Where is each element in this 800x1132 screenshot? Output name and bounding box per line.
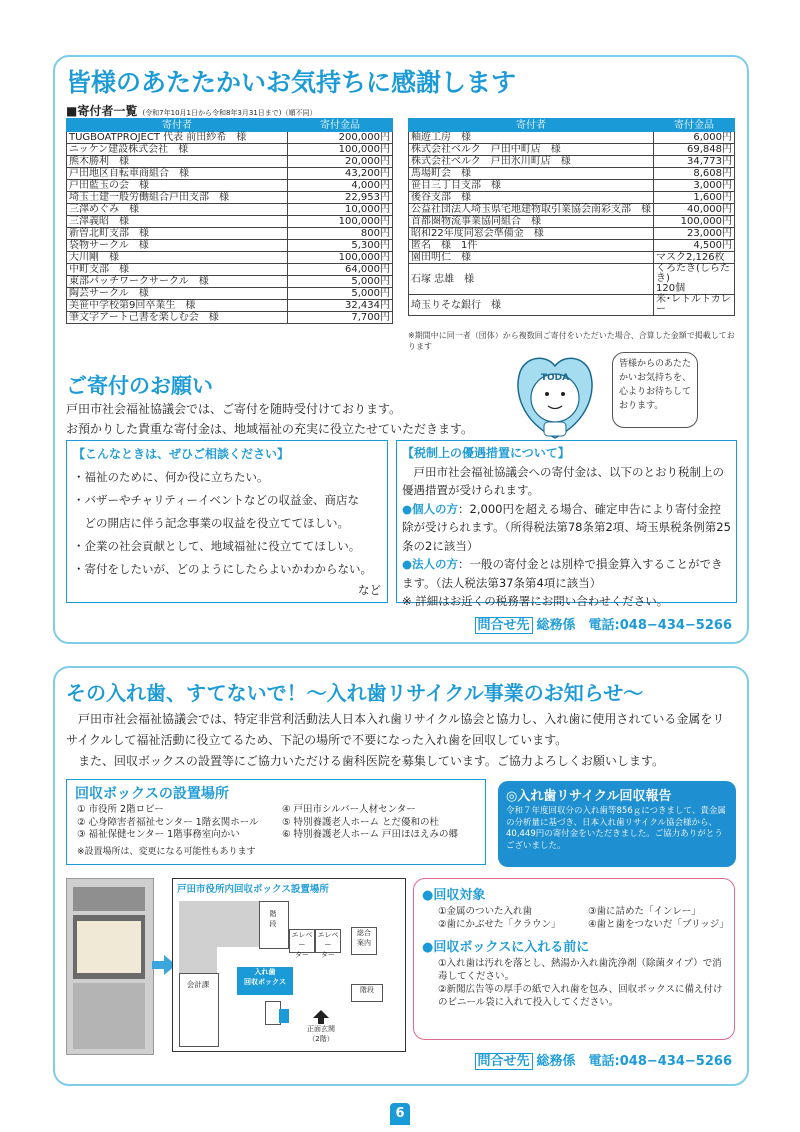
consult-box (66, 440, 388, 603)
donor-amount: 5,000円 (288, 288, 393, 300)
report-title: ◎入れ歯リサイクル回収報告 (506, 789, 672, 804)
location-title: 回収ボックスの設置場所 (75, 786, 229, 802)
location-item: ② 心身障害者福祉センター 1階玄関ホール (77, 816, 259, 828)
mascot-label: TODA (540, 373, 570, 383)
recycle-para1: 戸田市社会福祉協議会では、特定非営利活動法人日本入れ歯リサイクル協会と協力し、入れ歯に使用されている金属をリサイクルして福祉活動に役立てるため、下記の場所で不要になった入れ歯を回収しています。 (66, 712, 725, 747)
table-row (67, 252, 393, 264)
consult-title: 【こんなときは、ぜひご相談ください】 (73, 447, 290, 461)
location-item: ⑥ 特別養護老人ホーム 戸田ほほえみの郷 (282, 829, 459, 840)
tax-intro: 戸田市社会福祉協議会への寄付金は、以下のとおり税制上の優遇措置が受けられます。 (402, 464, 724, 497)
col-amount: 寄付金品 (288, 119, 393, 132)
donor-amount: 23,000円 (654, 228, 735, 240)
report-text: 令和７年度回収分の入れ歯等856ｇにつきまして、貴金属の分析量に基づき、日本入れ歯リサイクル協会様から、40,449円の寄付金をいただきました。ご協力ありがとうございました。 (506, 806, 726, 851)
donor-amount: 22,953円 (288, 192, 393, 204)
donor-name: 匿名 様 1件 (409, 240, 654, 252)
list-item: ・福祉のために、何か役に立ちたい。 (73, 470, 269, 484)
donor-amount: 43,200円 (288, 168, 393, 180)
table-row (409, 192, 735, 204)
target-item: ③歯に詰めた「インレー」 (588, 906, 701, 917)
contact-text: 総務係 電話:048−434−5266 (536, 618, 732, 633)
donor-name: TUGBOATPROJECT 代表 前田紗希 様 (67, 132, 288, 144)
location-box (66, 779, 486, 865)
donor-name: 埼玉土建一般労働組合戸田支部 様 (67, 192, 288, 204)
table-row (67, 216, 393, 228)
donor-amount: 米･レトルトカレー (654, 295, 735, 316)
contact-tag: 問合せ先 (475, 1053, 533, 1070)
table-row (409, 216, 735, 228)
tax-note: ※ 詳細はお近くの税務署にお問い合わせください。 (402, 594, 669, 608)
donor-name: 熊木勝利 様 (67, 156, 288, 168)
donor-amount: 5,300円 (288, 240, 393, 252)
col-amount: 寄付金品 (654, 119, 735, 132)
table-row (409, 132, 735, 144)
tax-corp-text: ：一般の寄付金とは別枠で損金算入することができます。（法人税法第37条第4項に該当） (402, 557, 723, 590)
donor-name: 後谷支部 様 (409, 192, 654, 204)
target-list (438, 905, 734, 931)
table-row (409, 264, 735, 295)
donor-amount: 7,700円 (288, 312, 393, 324)
map-title: 戸田市役所内回収ボックス設置場所 (177, 884, 329, 895)
donor-amount: 40,000円 (654, 204, 735, 216)
donor-name: 株式会社ベルク 戸田氷川町店 様 (409, 156, 654, 168)
speech-text: 皆様からのあたたかいお気持ちを、心よりお待ちしております。 (619, 359, 692, 411)
donor-name: 美笹中学校第9回卒業生 様 (67, 300, 288, 312)
tax-corp (402, 555, 731, 592)
table-row (67, 276, 393, 288)
donor-name: 園田明仁 様 (409, 252, 654, 264)
list-item: ・企業の社会貢献として、地域福祉に役立ててほしい。 (73, 539, 361, 553)
table-row (67, 180, 393, 192)
target-box (413, 878, 735, 1040)
locations-left (77, 804, 259, 842)
donor-amount: 5,000円 (288, 276, 393, 288)
recycle-title: その入れ歯、すてないで！～入れ歯リサイクル事業のお知らせ～ (66, 681, 644, 705)
donor-name: 東部パッチワークサークル 様 (67, 276, 288, 288)
table-row (409, 168, 735, 180)
target-item: ②歯にかぶせた「クラウン」 (438, 919, 561, 930)
donor-name: 三澤義昭 様 (67, 216, 288, 228)
donor-name: 新曽北町支部 様 (67, 228, 288, 240)
table-row (409, 295, 735, 316)
donor-name: 株式会社ベルク 戸田中町店 様 (409, 144, 654, 156)
table-row (67, 312, 393, 324)
list-item: どの開店に伴う記念事業の収益を役立ててほしい。 (73, 516, 349, 530)
map-stairs-2: 階段 (351, 984, 383, 1002)
request-line2: お預かりした貴重な寄付金は、地域福祉の充実に役立たせていただきます。 (66, 422, 474, 436)
donor-amount: 1,600円 (654, 192, 735, 204)
tax-individual (402, 500, 731, 556)
map-box-label: 入れ歯 回収ボックス (237, 967, 293, 995)
table-row (67, 156, 393, 168)
donor-list-period: (令和7年10月1日から令和8年3月31日まで)（順不同） (142, 109, 317, 117)
floor-map (172, 878, 406, 1052)
donor-list-label: ■寄付者一覧 (66, 104, 138, 118)
table-row (67, 228, 393, 240)
donor-amount: 69,848円 (654, 144, 735, 156)
donor-amount: 100,000円 (288, 216, 393, 228)
map-elevator-2: エレベー ター (315, 929, 341, 953)
donor-amount: 34,773円 (654, 156, 735, 168)
donor-amount: 100,000円 (654, 216, 735, 228)
before-title: ●回収ボックスに入れる前に (422, 940, 590, 955)
consult-etc: など (358, 583, 381, 597)
table-row (67, 300, 393, 312)
col-donor: 寄付者 (67, 119, 288, 132)
toda-mascot (510, 350, 600, 442)
contact-text: 総務係 電話:048−434−5266 (536, 1054, 732, 1069)
map-accounting: 会計課 (186, 980, 210, 989)
tax-individual-text: ：2,000円を超える場合、確定申告により寄付金控除が受けられます。（所得税法第78条第2項、埼玉県税条例第25条の2に該当） (402, 501, 731, 553)
table-row (67, 168, 393, 180)
table-row (409, 240, 735, 252)
tax-title: 【税制上の優遇措置について】 (402, 446, 570, 460)
target-title: ●回収対象 (422, 888, 486, 903)
donor-amount: 10,000円 (288, 204, 393, 216)
donor-amount: 200,000円 (288, 132, 393, 144)
location-note: ※設置場所は、変更になる可能性もあります (77, 847, 256, 857)
donor-name: 大川剛 様 (67, 252, 288, 264)
request-title: ご寄付のお願い (66, 374, 213, 398)
donor-list-heading (66, 100, 317, 119)
donor-amount: 100,000円 (288, 144, 393, 156)
table-row (67, 132, 393, 144)
recycle-contact (475, 1050, 732, 1069)
donor-name: 釉遊工房 様 (409, 132, 654, 144)
donor-name: 袋物サークル 様 (67, 240, 288, 252)
table-row (67, 144, 393, 156)
list-item: ・寄付をしたいが、どのようにしたらよいかわからない。 (73, 562, 372, 576)
donor-amount: 800円 (288, 228, 393, 240)
donor-name: 馬場町会 様 (409, 168, 654, 180)
location-item: ① 市役所 2階ロビー (77, 804, 164, 815)
donor-amount: 64,000円 (288, 264, 393, 276)
donor-name: ニッケン建設株式会社 様 (67, 144, 288, 156)
tax-corp-label: ●法人の方 (402, 557, 459, 571)
collection-box-photo (66, 878, 154, 1055)
donor-amount: 32,434円 (288, 300, 393, 312)
location-item: ③ 福祉保健センター 1階事務室向かい (77, 829, 240, 840)
donor-amount: 3,000円 (654, 180, 735, 192)
donor-name: 戸田地区自転車商組合 様 (67, 168, 288, 180)
consult-list (73, 466, 387, 581)
map-stairs: 階 段 (269, 910, 277, 928)
table-row (409, 180, 735, 192)
donor-name: 中町支部 様 (67, 264, 288, 276)
donor-name: 埼玉りそな銀行 様 (409, 295, 654, 316)
target-item: ④歯と歯をつないだ「ブリッジ」 (588, 919, 729, 930)
donor-name: 昭和22年度同窓会準備金 様 (409, 228, 654, 240)
table-row (67, 240, 393, 252)
donor-amount: 20,000円 (288, 156, 393, 168)
donor-amount: 8,608円 (654, 168, 735, 180)
donor-amount: 6,000円 (654, 132, 735, 144)
donor-name: 石塚 忠雄 様 (409, 264, 654, 295)
location-item: ④ 戸田市シルバー人材センター (282, 804, 416, 815)
donor-name: 公益社団法人埼玉県宅地建物取引業協会南彩支部 様 (409, 204, 654, 216)
table-row (67, 288, 393, 300)
donor-amount: 100,000円 (288, 252, 393, 264)
donor-amount: マスク2,126枚 (654, 252, 735, 264)
col-donor: 寄付者 (409, 119, 654, 132)
table-row (67, 204, 393, 216)
recycle-para2: また、回収ボックスの設置等にご協力いただける歯科医院を募集しています。ご協力よろしくお願いします。 (78, 754, 664, 768)
before-item: ①入れ歯は汚れを落とし、熱湯か入れ歯洗浄剤（除菌タイプ）で消毒してください。 (438, 958, 722, 982)
list-item: ・バザーやチャリティーイベントなどの収益金、商店な (73, 493, 360, 507)
donor-name: 筆文字アート己書を楽しむ会 様 (67, 312, 288, 324)
donor-name: 首都圏物流事業協同組合 様 (409, 216, 654, 228)
table-row (67, 192, 393, 204)
donation-contact (475, 614, 732, 633)
donor-table-right (408, 118, 735, 316)
donor-amount: 4,500円 (654, 240, 735, 252)
request-line1: 戸田市社会福祉協議会では、ご寄付を随時受付けております。 (66, 402, 402, 416)
donor-table-left (66, 118, 393, 324)
page-number: 6 (390, 1103, 410, 1125)
table-row (409, 144, 735, 156)
table-row (409, 228, 735, 240)
report-box (498, 781, 736, 867)
map-elevator-1: エレベー ター (289, 929, 315, 953)
before-list (438, 957, 726, 1009)
table-row (409, 204, 735, 216)
table-row (67, 264, 393, 276)
donor-name: 笹目三丁目支部 様 (409, 180, 654, 192)
speech-bubble (612, 352, 698, 428)
donor-amount: 4,000円 (288, 180, 393, 192)
location-item: ⑤ 特別養護老人ホーム とだ優和の杜 (282, 816, 440, 828)
contact-tag: 問合せ先 (475, 617, 533, 634)
table-row (409, 252, 735, 264)
tax-box (396, 440, 737, 608)
target-item: ①金属のついた入れ歯 (438, 906, 533, 917)
map-info-desk: 総合 案内 (351, 927, 377, 955)
tax-individual-label: ●個人の方 (402, 501, 459, 516)
donor-note: ※期間中に同一者（団体）から複数回ご寄付をいただいた場合、合算した金額で掲載しております (408, 331, 735, 351)
donor-name: 三澤めぐみ 様 (67, 204, 288, 216)
before-item: ②新聞広告等の厚手の紙で入れ歯を包み、回収ボックスに備え付けのビニール袋に入れて投入してください。 (438, 984, 723, 1008)
donor-name: 戸田藍玉の会 様 (67, 180, 288, 192)
map-entrance: 正面玄関 （2階） (307, 1025, 335, 1043)
locations-right (282, 804, 458, 842)
donor-amount: くろたき(しらたき) 120個 (654, 264, 735, 295)
donor-name: 陶芸サークル 様 (67, 288, 288, 300)
table-row (409, 156, 735, 168)
donation-title: 皆様のあたたかいお気持ちに感謝します (66, 68, 517, 97)
